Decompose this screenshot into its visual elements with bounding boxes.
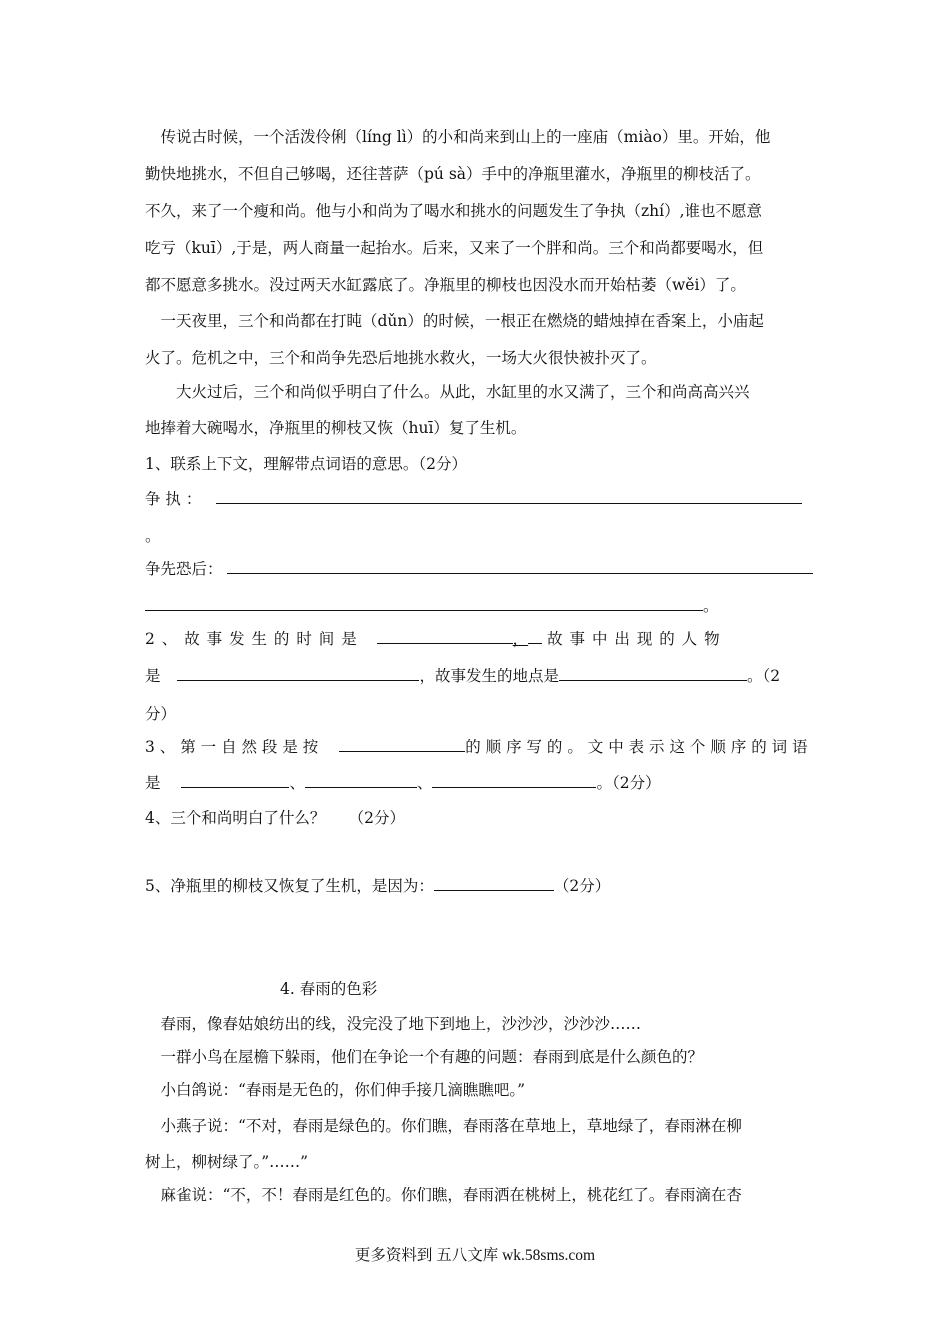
story-2-line: 春雨，像春姑娘纺出的线，没完没了地下到地上，沙沙沙，沙沙沙…… [145, 1015, 642, 1033]
story-2-title: 4. 春雨的色彩 [280, 980, 378, 998]
question-2-row1 [145, 629, 721, 649]
question-3-end: 。（2分） [596, 774, 661, 792]
story-2-line: 麻雀说：“不，不！春雨是红色的。你们瞧，春雨洒在桃树上，桃花红了。春雨滴在杏 [145, 1186, 742, 1204]
answer-blank-zhengxiankonghou[interactable] [227, 559, 813, 574]
question-1b-end: 。 [703, 597, 719, 615]
answer-blank-characters[interactable] [177, 666, 419, 681]
question-3-text-c: 是 [145, 774, 161, 792]
story-line: 地捧着大碗喝水，净瓶里的柳枝又恢（huī）复了生机。 [145, 419, 527, 437]
page-footer: 更多资料到 五八文库 wk.58sms.com [354, 1247, 596, 1264]
question-1a-label: 争 执 ： [145, 490, 202, 508]
answer-blank-word-2[interactable] [305, 773, 417, 788]
question-1b-row [145, 559, 813, 579]
question-2-row2 [145, 666, 780, 686]
question-3-sep-1: 、 [289, 774, 305, 792]
answer-blank-word-1[interactable] [181, 773, 289, 788]
question-1b-row2 [145, 596, 719, 616]
question-2-text-b: ， [512, 630, 529, 648]
answer-blank-place[interactable] [559, 666, 747, 681]
answer-blank-zhengzhi[interactable] [216, 489, 802, 504]
underline-segment [528, 629, 542, 644]
story-line: 勤快地挑水，不但自己够喝，还往菩萨（pú sà）手中的净瓶里灌水，净瓶里的柳枝活了。 [145, 165, 761, 183]
answer-blank-reason[interactable] [434, 876, 554, 891]
question-1b-label: 争先恐后： [145, 560, 223, 578]
answer-blank-zhengxiankonghou-2[interactable] [145, 596, 703, 611]
story-line: 都不愿意多挑水。没过两天水缸露底了。净瓶里的柳枝也因没水而开始枯萎（wěi）了。 [145, 276, 746, 294]
question-5-end: （2分） [553, 877, 611, 895]
question-2-text-d: 是 [145, 667, 161, 685]
question-2-text-f: 。（2 [746, 667, 781, 685]
story-line: 吃亏（kuī）,于是，两人商量一起抬水。后来，又来了一个胖和尚。三个和尚都要喝水，但 [145, 239, 764, 257]
question-2-text-c: 故 事 中 出 现 的 人 物 [547, 630, 721, 648]
answer-blank-word-3[interactable] [432, 773, 596, 788]
question-3-text-a: 3 、 第 一 自 然 段 是 按 [145, 738, 319, 756]
answer-blank-time[interactable] [377, 629, 513, 644]
question-4: 4、三个和尚明白了什么？ （2分） [145, 809, 405, 827]
question-3-text-b: 的 顺 序 写 的 。 文 中 表 示 这 个 顺 序 的 词 语 [465, 738, 808, 756]
story-line: 传说古时候，一个活泼伶俐（líng lì）的小和尚来到山上的一座庙（miào）里。开始，他 [145, 128, 771, 146]
question-1a-end: 。 [145, 527, 161, 545]
story-line: 不久，来了一个瘦和尚。他与小和尚为了喝水和挑水的问题发生了争执（zhí）,谁也不愿意 [145, 202, 763, 220]
question-5 [145, 876, 610, 896]
question-5-text: 5、净瓶里的柳枝又恢复了生机，是因为： [145, 877, 434, 895]
story-line: 火了。危机之中，三个和尚争先恐后地挑水救火，一场大火很快被扑灭了。 [145, 349, 657, 367]
question-3-sep-2: 、 [416, 774, 433, 792]
question-1-prompt: 1、联系上下文，理解带点词语的意思。（2分） [145, 455, 467, 473]
story-2-line: 小燕子说：“不对，春雨是绿色的。你们瞧，春雨落在草地上，草地绿了，春雨淋在柳 [145, 1117, 742, 1135]
question-3-row1 [145, 737, 808, 757]
question-2-text-g: 分） [145, 705, 177, 723]
question-2-text-e: ，故事发生的地点是 [419, 667, 559, 685]
question-2-text-a: 2 、 故 事 发 生 的 时 间 是 [145, 630, 358, 648]
question-1a-row [145, 489, 802, 509]
answer-blank-order[interactable] [339, 737, 465, 752]
story-2-line: 小白鸽说：“春雨是无色的，你们伸手接几滴瞧瞧吧。” [145, 1081, 526, 1099]
story-line: 一天夜里，三个和尚都在打盹（dǔn）的时候，一根正在燃烧的蜡烛掉在香案上，小庙起 [145, 312, 764, 330]
question-3-row2 [145, 773, 661, 793]
story-2-line: 树上，柳树绿了。”……” [145, 1153, 309, 1171]
story-2-line: 一群小鸟在屋檐下躲雨，他们在争论一个有趣的问题：春雨到底是什么颜色的？ [145, 1048, 704, 1066]
story-line: 大火过后，三个和尚似乎明白了什么。从此，水缸里的水又满了，三个和尚高高兴兴 [145, 383, 750, 401]
